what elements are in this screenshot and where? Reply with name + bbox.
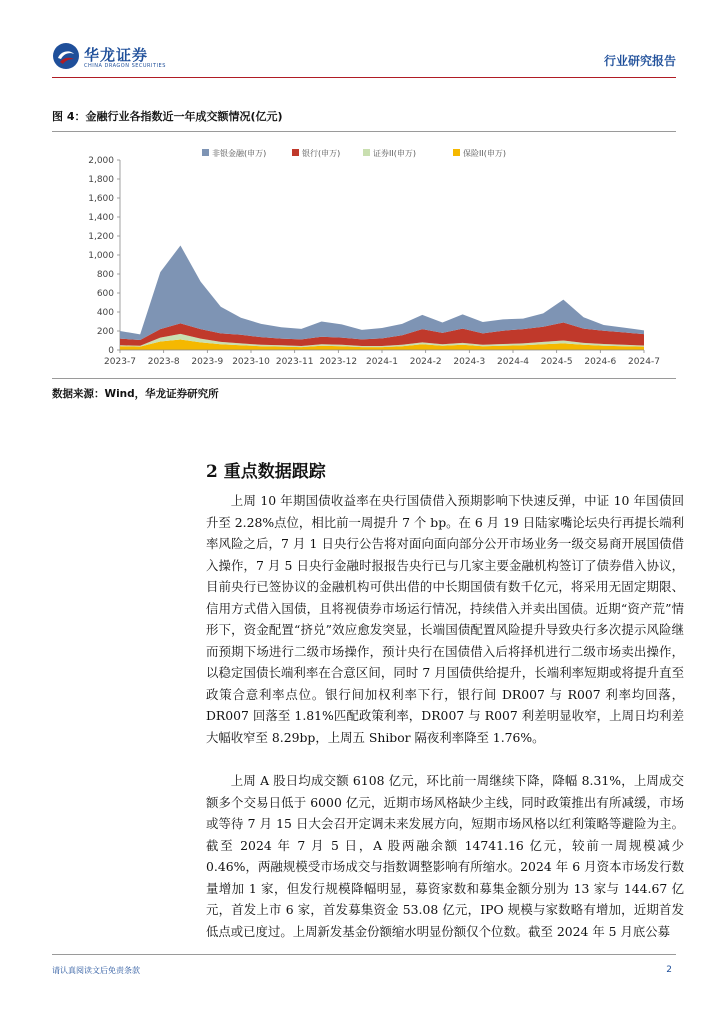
- legend-label-1: 银行(申万): [302, 149, 341, 158]
- figure-title: 图 4：金融行业各指数近一年成交额情况(亿元): [52, 110, 283, 123]
- x-tick-label-3: 2023-10: [232, 357, 270, 367]
- legend-label-2: 证券II(申万): [373, 149, 416, 158]
- x-tick-label-1: 2023-8: [147, 357, 180, 367]
- y-tick-label-1: 200: [96, 327, 114, 337]
- company-logo-icon: [52, 42, 80, 70]
- company-name: 华龙证券: [84, 46, 149, 64]
- y-tick-label-5: 1,000: [88, 251, 114, 261]
- footer-disclaimer[interactable]: 请认真阅读文后免责条款: [52, 966, 140, 975]
- x-tick-label-0: 2023-7: [104, 357, 136, 367]
- y-tick-label-6: 1,200: [88, 232, 114, 242]
- legend-swatch-3: [453, 149, 460, 156]
- x-tick-label-2: 2023-9: [191, 357, 224, 367]
- y-tick-label-8: 1,600: [88, 194, 114, 204]
- figure-top-divider: [52, 131, 676, 132]
- chart-legend: [202, 148, 506, 158]
- figure-bottom-divider: [52, 378, 676, 379]
- company-name-en: CHINA DRAGON SECURITIES: [84, 63, 166, 69]
- y-tick-label-9: 1,800: [88, 175, 114, 185]
- paragraph-bond-market: 上周 10 年期国债收益率在央行国债借入预期影响下快速反弹，中证 10 年国债回升至 2.28%点位，相比前一周提升 7 个 bp。在 6 月 19 日陆家嘴论坛央行再提长端利率风险之后，7 月 1 日央行公告将对面向面向部分公开市场业务一级交易商开展国债借入操作，7 月 5 日央行金融时报报告央行已与几家主要金融机构签订了债券借入协议，目前央行已签协议的金融机构可供出借的中长期国债有数千亿元，将采用无固定期限、信用方式借入国债，且将视债券市场运行情况，持续借入并卖出国债。近期“资产荒”情形下，资金配置“挤兑”效应愈发突显，长端国债配置风险提升导致央行多次提示风险继而预期下场进行二级市场操作，预计央行在国债借入后将择机进行二级市场卖出操作，以稳定国债长端利率在合意区间，同时 7 月国债供给提升，长端利率短期或将提升直至政策合意利率点位。银行间加权利率下行，银行间 DR007 与 R007 利率均回落， DR007 回落至 1.81%匹配政策利率，DR007 与 R007 利差明显收窄，上周日均利差大幅收窄至 8.29bp，上周五 Shibor 隔夜利率降至 1.76%。: [206, 493, 684, 745]
- x-tick-label-8: 2024-3: [453, 357, 486, 367]
- legend-swatch-2: [363, 149, 370, 156]
- y-tick-label-4: 800: [96, 270, 114, 280]
- footer-divider: [52, 954, 676, 955]
- y-tick-label-10: 2,000: [88, 156, 114, 166]
- y-axis: [88, 156, 120, 356]
- section-title: 2 重点数据跟踪: [206, 462, 326, 482]
- y-tick-label-0: 0: [108, 346, 114, 356]
- x-axis: [104, 350, 660, 367]
- x-tick-label-12: 2024-7: [628, 357, 660, 367]
- page-number: 2: [666, 965, 672, 975]
- figure-source: 数据来源：Wind，华龙证券研究所: [52, 388, 219, 400]
- x-tick-label-10: 2024-5: [540, 357, 573, 367]
- y-tick-label-7: 1,400: [88, 213, 114, 223]
- x-tick-label-7: 2024-2: [409, 357, 442, 367]
- x-tick-label-6: 2024-1: [366, 357, 398, 367]
- report-type: 行业研究报告: [603, 54, 676, 68]
- x-tick-label-4: 2023-11: [275, 357, 314, 367]
- header-divider: [52, 77, 676, 78]
- legend-label-0: 非银金融(申万): [212, 149, 267, 158]
- legend-label-3: 保险II(申万): [463, 149, 506, 158]
- page-header: [52, 40, 676, 76]
- x-tick-label-9: 2024-4: [497, 357, 529, 367]
- paragraph-equity-market: 上周 A 股日均成交额 6108 亿元，环比前一周继续下降，降幅 8.31%，上周成交额多个交易日低于 6000 亿元，近期市场风格缺少主线，同时政策推出有所减缓，市场或等待 7 月 15 日大会召开定调未来发展方向，短期市场风格以红利策略等避险为主。截至 2024 年 7 月 5 日，A 股两融余额 14741.16 亿元，较前一周规模减少 0.46%，两融规模受市场成交与指数调整影响有所缩水。2024 年 6 月资本市场发行数量增加 1 家，但发行规模降幅明显，募资家数和募集金额分别为 13 家与 144.67 亿元，首发上市 6 家，首发募集资金 53.08 亿元，IPO 规模与家数略有增加，近期首发低点或已度过。上周新发基金份额缩水明显份额仅个位数。截至 2024 年 5 月底公募: [206, 773, 684, 939]
- chart-areas: [120, 246, 644, 351]
- y-tick-label-3: 600: [96, 289, 114, 299]
- legend-swatch-1: [292, 149, 299, 156]
- y-tick-label-2: 400: [96, 308, 114, 318]
- x-tick-label-5: 2023-12: [319, 357, 358, 367]
- legend-swatch-0: [202, 149, 209, 156]
- stacked-area-chart: [52, 140, 676, 374]
- x-tick-label-11: 2024-6: [584, 357, 617, 367]
